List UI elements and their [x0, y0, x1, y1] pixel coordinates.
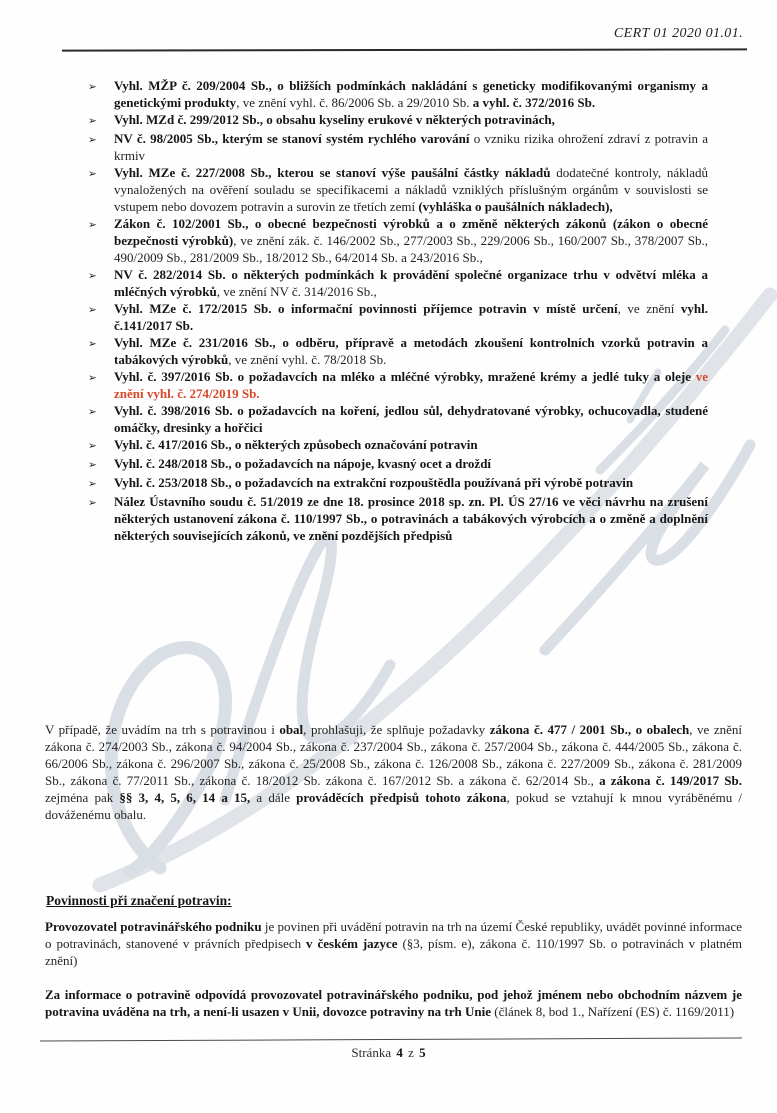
law-list-item	[88, 77, 708, 111]
law-list-item	[88, 368, 708, 402]
law-title-text: Provozovatel potravinářského podniku	[45, 919, 262, 934]
law-list-item	[88, 300, 708, 334]
law-title-text: vyhl. č.141/2017 Sb.	[114, 301, 708, 333]
arrow-bullet-icon: ➢	[88, 81, 97, 93]
law-item-text	[114, 266, 708, 300]
body-text: , ve znění zák. č. 146/2002 Sb., 277/2003 Sb., 229/2006 Sb., 160/2007 Sb., 378/2007 Sb., 490/2009 Sb., 281/2009 Sb., 18/2012 Sb., 64/2014 Sb. a 243/2016 Sb.,	[114, 233, 708, 265]
law-title-text: Vyhl. č. 417/2016 Sb., o některých způsobech označování potravin	[114, 437, 478, 452]
operator-obligation-paragraph	[45, 918, 742, 969]
body-text: o vzniku rizika ohrožení zdraví z potravin a krmiv	[114, 131, 708, 163]
law-title-text: NV č. 98/2005 Sb., kterým se stanoví systém rychlého varování	[114, 131, 470, 146]
body-text: z	[404, 1045, 418, 1060]
law-list-item	[88, 334, 708, 368]
law-title-text: a vyhl. č. 372/2016 Sb.	[472, 95, 596, 110]
law-title-text: 4	[396, 1045, 403, 1060]
law-list-item	[88, 493, 708, 544]
body-text: zejména pak	[45, 790, 120, 805]
arrow-bullet-icon: ➢	[88, 497, 97, 509]
law-title-text: v českém jazyce	[306, 936, 398, 951]
law-title-text: Vyhl. č. 397/2016 Sb. o požadavcích na mléko a mléčné výrobky, mražené krémy a jedlé tuky a oleje	[114, 369, 691, 384]
arrow-bullet-icon: ➢	[88, 168, 97, 180]
body-text: V případě, že uvádím na trh s potravinou i	[45, 722, 280, 737]
law-title-text: (vyhláška o paušálních nákladech),	[418, 199, 613, 214]
law-item-text	[114, 436, 708, 455]
law-title-text: Zákon č. 102/2001 Sb., o obecné bezpečnosti výrobků a o změně některých zákonů (zákon o obecné bezpečnosti výrobků)	[114, 216, 708, 248]
law-title-text: obal	[279, 722, 304, 737]
law-title-text: Vyhl. č. 253/2018 Sb., o požadavcích na extrakční rozpouštědla používaná při výrobě potravin	[114, 475, 634, 490]
arrow-bullet-icon: ➢	[88, 440, 97, 452]
law-list-item	[88, 164, 708, 215]
information-responsibility-paragraph	[45, 986, 742, 1020]
law-title-text: 5	[419, 1045, 426, 1060]
law-title-text: Vyhl. č. 398/2016 Sb. o požadavcích na koření, jedlou sůl, dehydratované výrobky, ochucovadla, studené omáčky, dresinky a hořčici	[114, 403, 708, 435]
arrow-bullet-icon: ➢	[88, 270, 97, 282]
law-item-text	[114, 300, 708, 334]
law-list-item	[88, 266, 708, 300]
law-title-text: prováděcích předpisů tohoto zákona	[296, 790, 507, 805]
law-title-text: NV č. 282/2014 Sb. o některých podmínkách k provádění společné organizace trhu v odvětví mléka a mléčných výrobků	[114, 267, 708, 299]
law-list-item	[88, 455, 708, 474]
law-item-text	[114, 493, 708, 544]
law-title-text: Nález Ústavního soudu č. 51/2019 ze dne 18. prosince 2018 sp. zn. Pl. ÚS 27/16 ve věci návrhu na zrušení některých ustanovení zákona č. 110/1997 Sb., o potravinách a tabákových výrobcích a o změně a doplnění některých souvisejících zákonů, ve znění pozdějších předpisů	[114, 494, 708, 543]
body-text: je povinen při uvádění potravin na trh na území České republiky, uvádět povinné informace o potravinách, stanovené v právních předpisech	[45, 919, 742, 951]
arrow-bullet-icon: ➢	[88, 372, 97, 384]
law-title-text: zákona č. 477 / 2001 Sb., o obalech	[489, 722, 690, 737]
body-text: , ve znění vyhl. č. 86/2006 Sb. a 29/2010 Sb.	[236, 95, 473, 110]
body-text: , pokud se vztahují k mnou vyráběnému / dováženému obalu.	[45, 790, 743, 822]
body-text: dodatečné kontroly, nákladů vynaložených na ověření souladu se specifikacemi a nákladů vzniklých příslušným orgánům v souvislosti se vstupem nebo dovozem potravin a surovin ze třetích zemí	[114, 165, 708, 214]
arrow-bullet-icon: ➢	[88, 304, 97, 316]
law-item-text	[114, 402, 708, 436]
law-title-text: a zákona č. 149/2017 Sb.	[599, 773, 742, 788]
header-rule	[62, 48, 747, 51]
law-title-text: Vyhl. MZe č. 227/2008 Sb., kterou se stanoví výše paušální částky nákladů	[114, 165, 551, 180]
amendment-red-text: ve znění vyhl. č. 274/2019 Sb.	[114, 369, 708, 401]
body-text: , ve znění NV č. 314/2016 Sb.,	[216, 284, 377, 299]
law-item-text	[114, 77, 708, 111]
body-text: (§3, písm. e), zákona č. 110/1997 Sb. o potravinách v platném znění)	[45, 936, 742, 968]
law-item-text	[114, 215, 708, 266]
law-title-text: Vyhl. MZe č. 231/2016 Sb., o odběru, přípravě a metodách zkoušení kontrolních vzorků potravin a tabákových výrobků	[114, 335, 708, 367]
arrow-bullet-icon: ➢	[88, 338, 97, 350]
packaging-declaration-paragraph	[45, 721, 742, 823]
body-text: , ve znění zákona č. 274/2003 Sb., zákona č. 94/2004 Sb., zákona č. 237/2004 Sb., zákona č. 257/2004 Sb., zákona č. 444/2005 Sb., zákona č. 66/2006 Sb., zákona č. 296/2007 Sb., zákona č. 25/2008 Sb., zákona č. 126/2008 Sb., zákona č. 227/2009 Sb., zákona č. 281/2009 Sb., zákona č. 77/2011 Sb., zákona č. 18/2012 Sb. zákona č. 167/2012 Sb. a zákona č. 62/2014 Sb.,	[45, 722, 742, 788]
labeling-duties-heading: Povinnosti při značení potravin:	[46, 893, 232, 908]
law-item-text	[114, 164, 708, 215]
law-list	[88, 77, 708, 544]
arrow-bullet-icon: ➢	[88, 406, 97, 418]
page-number-footer	[0, 1045, 777, 1061]
arrow-bullet-icon: ➢	[88, 219, 97, 231]
law-list-item	[88, 215, 708, 266]
law-title-text: Vyhl. MZd č. 299/2012 Sb., o obsahu kyseliny erukové v některých potravinách,	[114, 112, 555, 127]
law-item-text	[114, 130, 708, 164]
law-list-item	[88, 436, 708, 455]
law-title-text: Vyhl. MŽP č. 209/2004 Sb., o bližších podmínkách nakládání s geneticky modifikovanými organismy a genetickými produkty	[114, 78, 708, 110]
law-title-text: Vyhl. č. 248/2018 Sb., o požadavcích na nápoje, kvasný ocet a droždí	[114, 456, 492, 471]
law-item-text	[114, 334, 708, 368]
law-list-item	[88, 130, 708, 164]
arrow-bullet-icon: ➢	[88, 478, 97, 490]
arrow-bullet-icon: ➢	[88, 459, 97, 471]
law-item-text	[114, 474, 708, 493]
body-text: , ve znění	[617, 301, 681, 316]
law-item-text	[114, 111, 708, 130]
law-list-item	[88, 402, 708, 436]
header-doc-code: CERT 01 2020 01.01.	[613, 26, 743, 41]
law-title-text: Za informace o potravině odpovídá provozovatel potravinářského podniku, pod jehož jménem nebo obchodním názvem je potravina uváděna na trh, a není-li usazen v Unii, dovozce potraviny na trh Unie	[45, 987, 742, 1019]
body-text: (článek 8, bod 1., Nařízení (ES) č. 1169/2011)	[491, 1004, 735, 1019]
body-text: , ve znění vyhl. č. 78/2018 Sb.	[228, 352, 387, 367]
footer-rule	[40, 1037, 742, 1041]
body-text: , prohlašuji, že splňuje požadavky	[303, 722, 490, 737]
law-list-item	[88, 111, 708, 130]
body-text: a dále	[250, 790, 297, 805]
arrow-bullet-icon: ➢	[88, 115, 97, 127]
law-title-text: Vyhl. MZe č. 172/2015 Sb. o informační povinnosti příjemce potravin v místě určení	[114, 301, 618, 316]
arrow-bullet-icon: ➢	[88, 134, 97, 146]
body-text: Stránka	[351, 1045, 395, 1060]
law-item-text	[114, 368, 708, 402]
law-title-text: §§ 3, 4, 5, 6, 14 a 15,	[119, 790, 251, 805]
law-list-item	[88, 474, 708, 493]
law-item-text	[114, 455, 708, 474]
